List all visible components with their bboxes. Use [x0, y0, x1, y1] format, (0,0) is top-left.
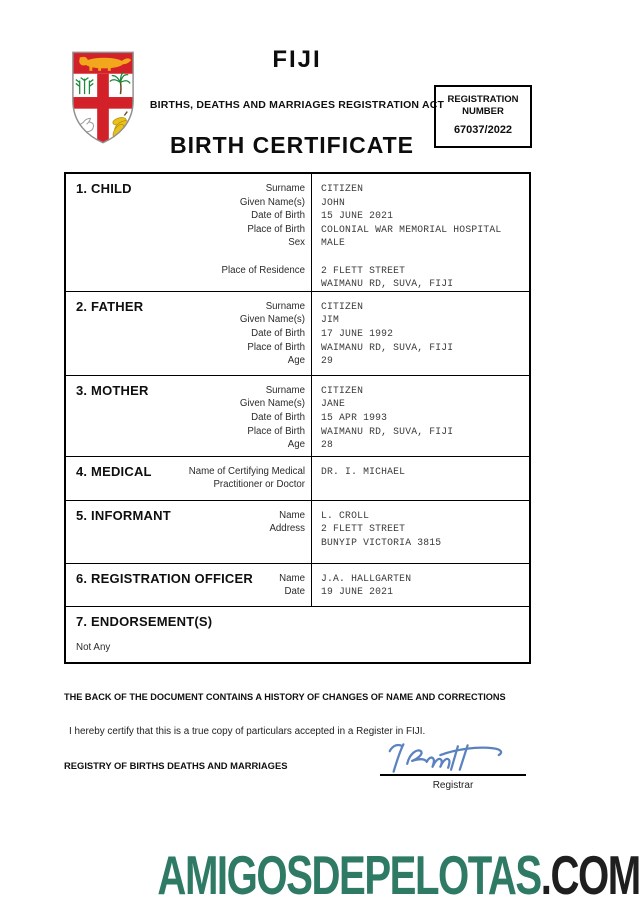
field-value	[321, 478, 525, 492]
section-child-values	[311, 174, 529, 291]
section-registration-officer	[66, 564, 529, 607]
registrar-signature-icon	[380, 738, 526, 778]
section-medical-labels	[66, 457, 311, 500]
registrar-signature-block	[380, 738, 526, 791]
field-value: CITIZEN	[321, 183, 364, 194]
section-title: 2. FATHER	[76, 298, 144, 314]
registration-number-value: 67037/2022	[453, 124, 513, 136]
field-value: CITIZEN	[321, 300, 364, 312]
field-label: Date	[284, 586, 305, 598]
certify-statement: I hereby certify that this is a true copy of particulars accepted in a Register in FIJI.	[69, 726, 426, 737]
act-title: BIRTHS, DEATHS AND MARRIAGES REGISTRATION ACT	[149, 99, 445, 111]
field-label: Age	[287, 355, 305, 367]
field-value: 2 FLETT STREET	[321, 523, 406, 535]
field-label: Given Name(s)	[239, 196, 305, 208]
section-father-values	[311, 292, 529, 375]
section-medical-values	[311, 457, 529, 500]
watermark-suffix: .COM	[541, 844, 640, 906]
endorsement-note: Not Any	[76, 641, 111, 653]
field-label: Age	[287, 439, 305, 451]
field-label	[66, 536, 305, 550]
field-label	[66, 250, 305, 264]
section-child	[66, 174, 529, 292]
field-label: Name	[279, 572, 305, 584]
field-label: Date of Birth	[251, 210, 305, 222]
section-registration-officer-labels	[66, 564, 311, 606]
watermark-main: AMIGOSDEPELOTAS	[157, 844, 542, 906]
field-value: 29	[321, 355, 334, 367]
field-label: Date of Birth	[251, 327, 305, 339]
field-value: MALE	[321, 237, 346, 249]
section-title: 1. CHILD	[76, 181, 132, 196]
field-value: 15 JUNE 2021	[321, 210, 394, 222]
section-mother-labels	[66, 376, 311, 456]
field-value: 2 FLETT STREET	[321, 264, 406, 276]
section-title: 7. ENDORSEMENT(S)	[76, 613, 213, 629]
certificate-title: BIRTH CERTIFICATE	[169, 132, 415, 158]
section-father-labels	[66, 292, 311, 375]
field-value: WAIMANU RD, SUVA, FIJI	[321, 425, 454, 437]
field-label: Sex	[288, 237, 305, 249]
field-label: Place of Birth	[247, 341, 305, 353]
section-title: 4. MEDICAL	[76, 463, 152, 479]
field-label: Address	[269, 523, 305, 535]
section-mother-values	[311, 376, 529, 456]
section-informant	[66, 501, 529, 564]
section-registration-officer-values	[311, 564, 529, 606]
registration-number-box	[434, 85, 532, 148]
field-label: Place of Birth	[247, 223, 305, 235]
section-title: 6. REGISTRATION OFFICER	[76, 570, 253, 586]
section-informant-labels	[66, 501, 311, 563]
field-label: Name of Certifying Medical	[188, 465, 305, 477]
certificate-table	[64, 172, 531, 664]
country-title: FIJI	[272, 46, 322, 73]
field-value: 28	[321, 439, 334, 451]
field-value: JANE	[321, 398, 346, 410]
field-label: Place of Residence	[221, 264, 305, 276]
section-informant-values	[311, 501, 529, 563]
registry-title: REGISTRY OF BIRTHS DEATHS AND MARRIAGES	[64, 760, 288, 771]
field-label: Name	[279, 509, 305, 521]
section-endorsements	[66, 607, 529, 662]
field-label: Surname	[265, 300, 305, 312]
field-value: CITIZEN	[321, 384, 364, 396]
field-value: L. CROLL	[321, 509, 370, 521]
field-label: Surname	[265, 384, 305, 396]
field-label: Given Name(s)	[239, 398, 305, 410]
field-label: Date of Birth	[251, 411, 305, 423]
field-value: J.A. HALLGARTEN	[321, 572, 412, 584]
field-value: BUNYIP VICTORIA 3815	[321, 536, 442, 548]
section-child-labels	[66, 174, 311, 291]
section-title: 5. INFORMANT	[76, 507, 171, 523]
registration-number-label: REGISTRATION NUMBER	[447, 94, 519, 117]
section-mother	[66, 376, 529, 457]
field-value: 15 APR 1993	[321, 411, 388, 423]
field-value: JIM	[321, 314, 340, 326]
field-value: 17 JUNE 1992	[321, 327, 394, 339]
field-value: JOHN	[321, 196, 346, 208]
field-label: Given Name(s)	[239, 314, 305, 326]
registrar-label: Registrar	[432, 780, 474, 791]
field-value: WAIMANU RD, SUVA, FIJI	[321, 278, 454, 290]
field-value	[321, 250, 525, 264]
field-value: 19 JUNE 2021	[321, 586, 394, 598]
field-label: Place of Birth	[247, 425, 305, 437]
field-value: COLONIAL WAR MEMORIAL HOSPITAL	[321, 223, 502, 235]
back-of-document-note: THE BACK OF THE DOCUMENT CONTAINS A HISTORY OF CHANGES OF NAME AND CORRECTIONS	[64, 692, 506, 702]
section-father	[66, 292, 529, 376]
watermark	[158, 843, 640, 907]
field-value: WAIMANU RD, SUVA, FIJI	[321, 341, 454, 353]
field-label: Surname	[265, 183, 305, 194]
section-medical	[66, 457, 529, 501]
field-value: DR. I. MICHAEL	[321, 465, 406, 477]
field-label: Practitioner or Doctor	[213, 479, 305, 491]
section-title: 3. MOTHER	[76, 382, 149, 398]
field-label	[66, 277, 305, 291]
fiji-coat-of-arms-icon	[70, 49, 136, 147]
